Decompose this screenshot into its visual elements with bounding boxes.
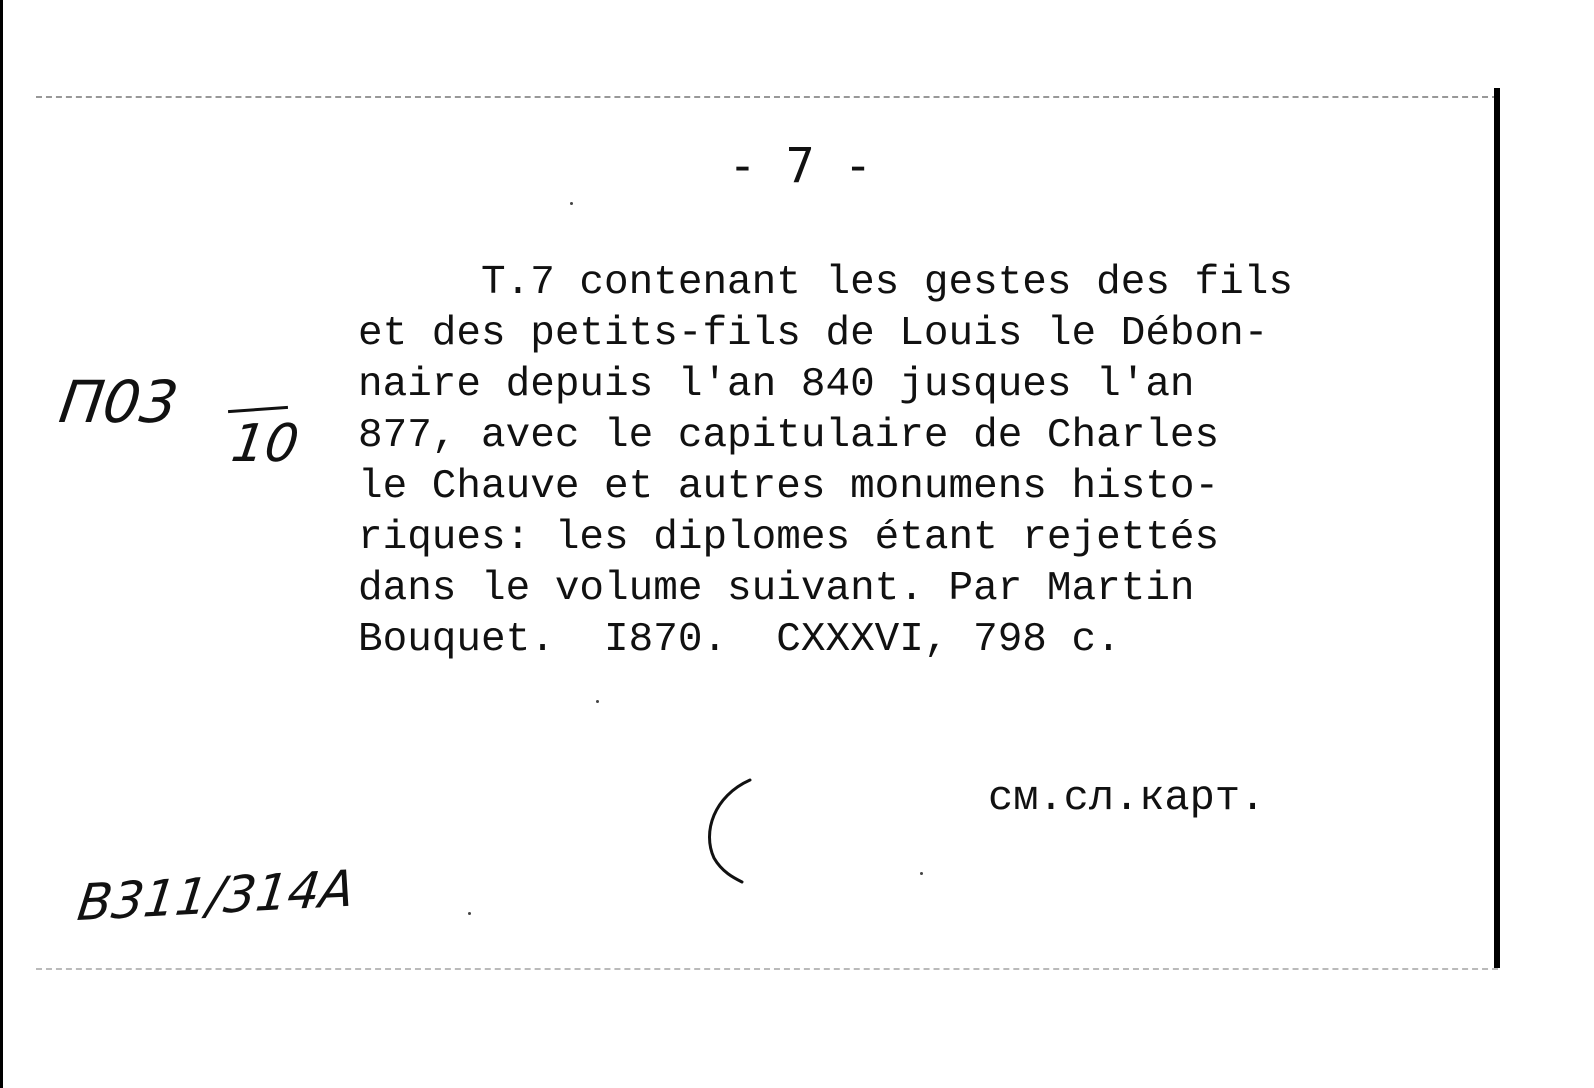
shelfmark-main: П03 [55, 368, 183, 436]
ink-speck [468, 912, 471, 915]
shelfmark-sub: 10 [227, 414, 303, 474]
bottom-dashed-rule [36, 968, 1498, 970]
top-dashed-rule [36, 96, 1498, 98]
description-line: Bouquet. I870. CXXXVI, 798 c. [358, 617, 1121, 663]
bibliographic-description [358, 258, 1293, 666]
description-line: et des petits-fils de Louis le Débon- [358, 311, 1269, 357]
description-line: naire depuis l'an 840 jusques l'an [358, 362, 1195, 408]
description-line: le Chauve et autres monumens histo- [358, 464, 1220, 510]
description-line: 877, avec le capitulaire de Charles [358, 413, 1220, 459]
cross-reference-note: см.сл.карт. [988, 774, 1266, 822]
handwritten-bracket-mark [692, 772, 772, 892]
handwritten-inventory-number: В311/314А [74, 859, 358, 933]
right-vertical-rule [1494, 88, 1500, 968]
ink-speck [570, 202, 573, 205]
shelfmark-fraction-bar [228, 406, 288, 413]
page-number: - 7 - [728, 138, 873, 194]
description-line: riques: les diplomes étant rejettés [358, 515, 1220, 561]
card-left-edge [0, 0, 3, 1088]
ink-speck [596, 700, 599, 703]
description-line: dans le volume suivant. Par Martin [358, 566, 1195, 612]
description-line: T.7 contenant les gestes des fils [358, 260, 1293, 306]
ink-speck [920, 872, 923, 875]
